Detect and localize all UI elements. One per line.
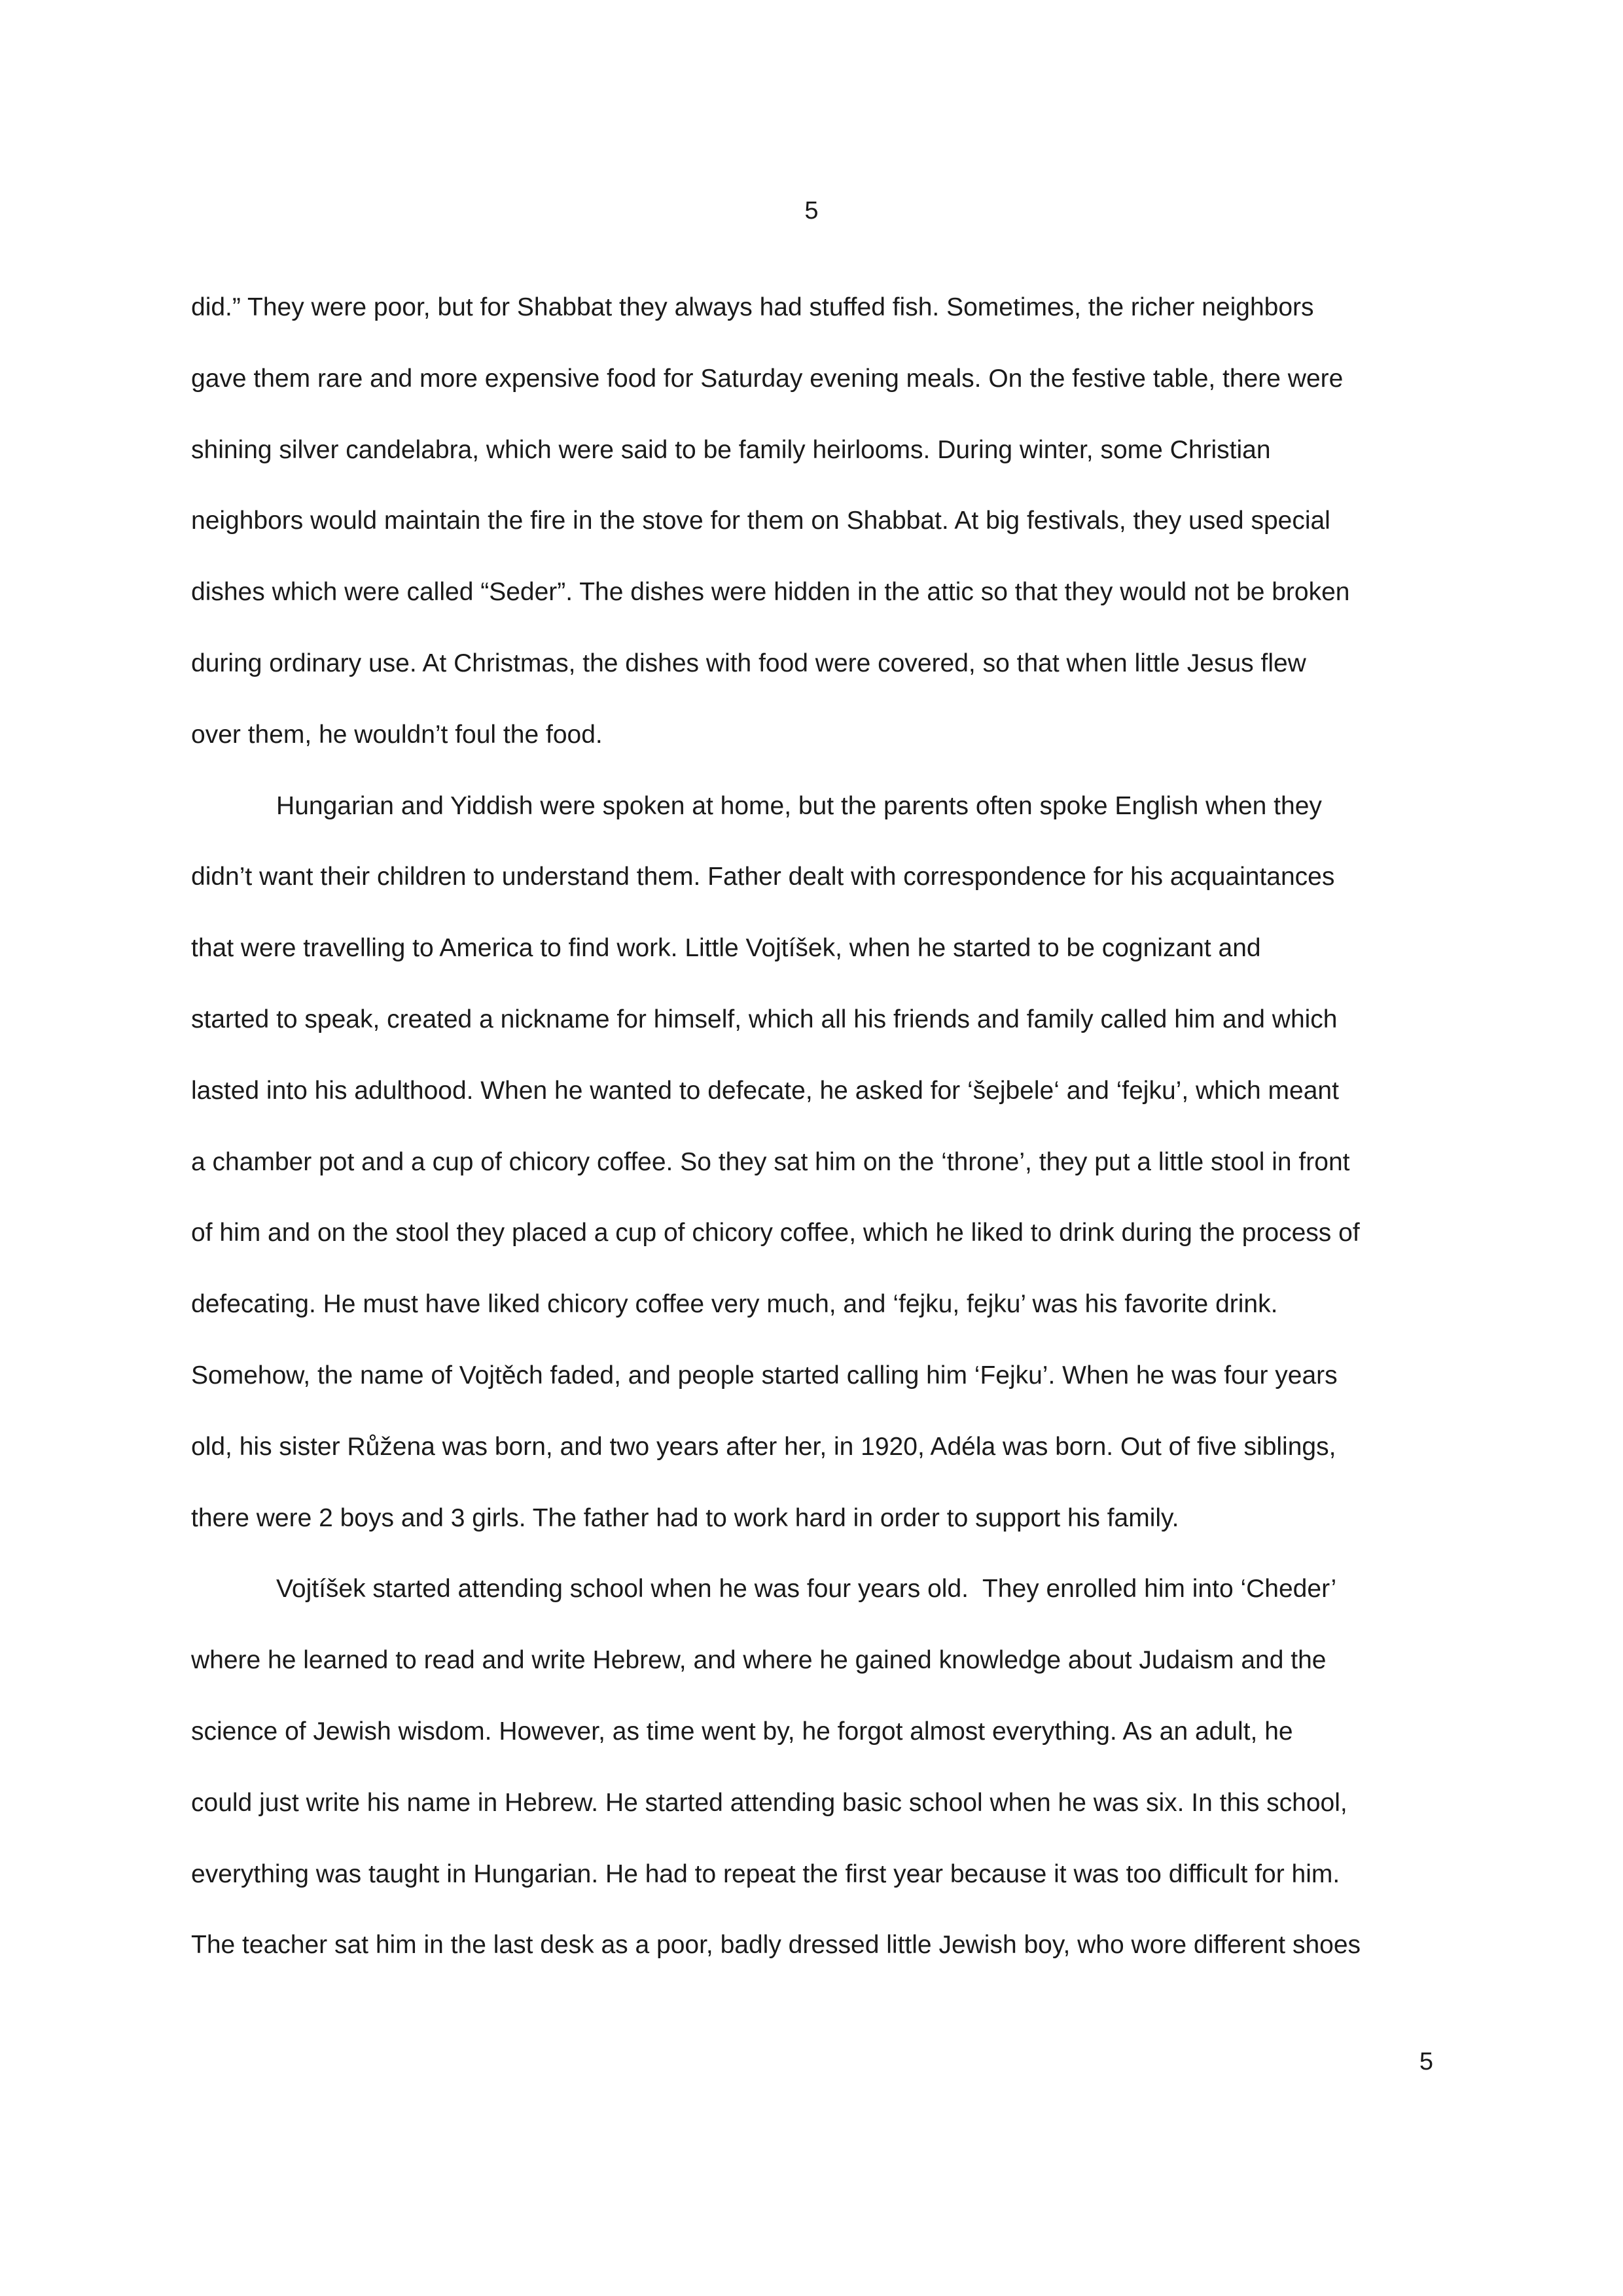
- text-line: old, his sister Růžena was born, and two years after her, in 1920, Adéla was born. Out of five siblings,: [191, 1432, 1336, 1461]
- text-line: did.” They were poor, but for Shabbat they always had stuffed fish. Sometimes, the richer neighbors: [191, 293, 1314, 321]
- text-line: started to speak, created a nickname for himself, which all his friends and family called him and which: [191, 1005, 1338, 1033]
- text-line: where he learned to read and write Hebrew, and where he gained knowledge about Judaism and the: [191, 1646, 1327, 1675]
- text-line: Vojtíšek started attending school when he was four years old. They enrolled him into ‘Cheder’: [191, 1575, 1337, 1604]
- footer-page-number: 5: [1419, 2048, 1433, 2075]
- text-line: gave them rare and more expensive food for Saturday evening meals. On the festive table, there were: [191, 364, 1344, 393]
- text-line: there were 2 boys and 3 girls. The father had to work hard in order to support his family.: [191, 1503, 1179, 1532]
- text-line: lasted into his adulthood. When he wanted to defecate, he asked for ‘šejbele‘ and ‘fejku’, which meant: [191, 1076, 1339, 1105]
- text-line: neighbors would maintain the fire in the stove for them on Shabbat. At big festivals, they used special: [191, 507, 1330, 535]
- text-line: over them, he wouldn’t foul the food.: [191, 720, 603, 749]
- header-page-number: 5: [804, 197, 819, 224]
- text-line: could just write his name in Hebrew. He started attending basic school when he was six. In this school,: [191, 1788, 1347, 1817]
- text-line: dishes which were called “Seder”. The dishes were hidden in the attic so that they would not be broken: [191, 578, 1350, 607]
- text-line: of him and on the stool they placed a cup of chicory coffee, which he liked to drink during the process of: [191, 1219, 1360, 1247]
- text-line: during ordinary use. At Christmas, the dishes with food were covered, so that when little Jesus flew: [191, 649, 1306, 677]
- text-line: Somehow, the name of Vojtěch faded, and people started calling him ‘Fejku’. When he was four years: [191, 1361, 1338, 1390]
- text-line: didn’t want their children to understand them. Father dealt with correspondence for his acquaintances: [191, 863, 1335, 891]
- text-line: everything was taught in Hungarian. He had to repeat the first year because it was too difficult for him.: [191, 1859, 1340, 1888]
- text-line: shining silver candelabra, which were said to be family heirlooms. During winter, some Christian: [191, 435, 1271, 464]
- text-line: Hungarian and Yiddish were spoken at home, but the parents often spoke English when they: [191, 791, 1322, 820]
- text-line: defecating. He must have liked chicory coffee very much, and ‘fejku, fejku’ was his favorite drink.: [191, 1290, 1278, 1319]
- text-line: that were travelling to America to find work. Little Vojtíšek, when he started to be cognizant and: [191, 934, 1261, 963]
- text-line: The teacher sat him in the last desk as a poor, badly dressed little Jewish boy, who wore different shoes: [191, 1931, 1361, 1960]
- text-line: a chamber pot and a cup of chicory coffee. So they sat him on the ‘throne’, they put a little stool in front: [191, 1147, 1350, 1176]
- text-line: science of Jewish wisdom. However, as time went by, he forgot almost everything. As an adult, he: [191, 1717, 1293, 1746]
- document-body: [191, 288, 1435, 1997]
